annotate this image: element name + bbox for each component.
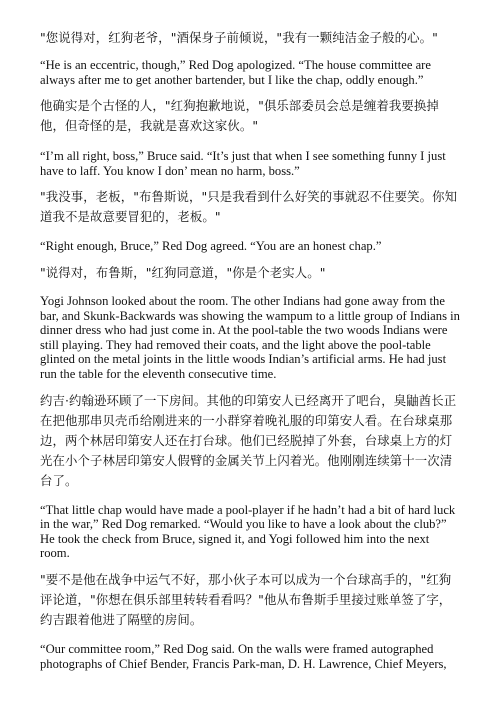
english-paragraph: “He is an eccentric, though,” Red Dog apologized. “The house committee are always after me to get another bartender, but I like the chap, oddly enough.” — [40, 58, 431, 87]
chinese-paragraph: "说得对，布鲁斯，"红狗同意道，"你是个老实人。" — [40, 264, 326, 280]
english-paragraph: “Our committee room,” Red Dog said. On the walls were framed autographed photographs of Chief Bender, Francis Park-man, D. H. Lawrence, Chief Meyers, — [40, 641, 447, 671]
chinese-paragraph: 他确实是个古怪的人，"红狗抱歉地说，"俱乐部委员会总是缠着我要换掉他，但奇怪的是，我就是喜欢这家伙。" — [40, 98, 439, 134]
english-paragraph: Yogi Johnson looked about the room. The other Indians had gone away from the bar, and Skunk-Backwards was showing the wampum to a little group of Indians in dinner dress who had just come in. At the pool-table the two woods Indians were still playing. They had removed their coats, and the light above the pool-table glinted on the metal joints in the little woods Indian’s artificial arms. He had just run the table for the eleventh consecutive time. — [40, 293, 460, 381]
chinese-paragraph: "要不是他在战争中运气不好，那小伙子本可以成为一个台球高手的，"红狗评论道，"你想在俱乐部里转转看看吗？"他从布鲁斯手里接过账单签了字，约吉跟着他进了隔壁的房间。 — [40, 571, 452, 627]
chinese-paragraph: "我没事，老板，"布鲁斯说，"只是我看到什么好笑的事就忍不住要笑。你知道我不是故意要冒犯的，老板。" — [40, 189, 458, 225]
english-paragraph: “Right enough, Bruce,” Red Dog agreed. “You are an honest chap.” — [40, 239, 382, 254]
chinese-paragraph: "您说得对，红狗老爷，"酒保身子前倾说，"我有一颗纯洁金子般的心。" — [40, 30, 438, 45]
english-paragraph: “I’m all right, boss,” Bruce said. “It’s just that when I see something funny I just have to laff. You know I don’ mean no harm, boss.” — [40, 149, 446, 178]
document-page — [40, 28, 462, 671]
english-paragraph: “That little chap would have made a pool-player if he hadn’t had a bit of hard luck in the war,” Red Dog remarked. “Would you like to have a look about the club?” He took the check from Bruce, signed it, and Yogi followed him into the next room. — [40, 502, 456, 561]
chinese-paragraph: 约吉·约翰逊环顾了一下房间。其他的印第安人已经离开了吧台，臭鼬酋长正在把他那串贝壳币给刚进来的一小群穿着晚礼服的印第安人看。在台球桌那边，两个林居印第安人还在打台球。他们已经脱掉了外套，台球桌上方的灯光在小个子林居印第安人假臂的金属关节上闪着光。他刚刚连续第十一次清台了。 — [40, 392, 457, 488]
